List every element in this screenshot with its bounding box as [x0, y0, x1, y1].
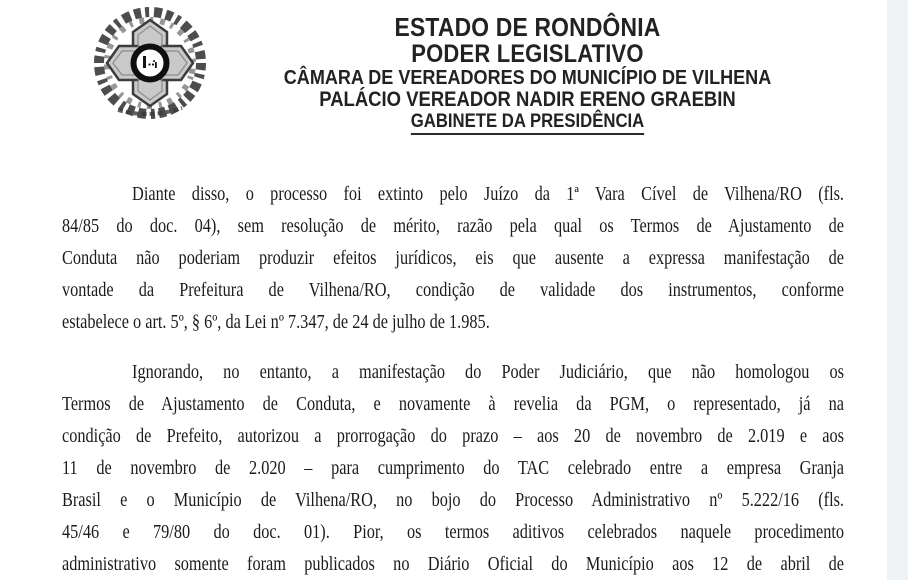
text-line: 45/46 e 79/80 do doc. 01). Pior, os termos aditivos celebrados naquele procedimento	[62, 521, 845, 543]
document-body	[62, 178, 844, 580]
text-line: 11 de novembro de 2.020 – para cumprimento do TAC celebrado entre a empresa Granja	[62, 457, 845, 479]
office-name-line	[275, 110, 781, 133]
text-line: Diante disso, o processo foi extinto pelo Juízo da 1ª Vara Cível de Vilhena/RO (fls.	[132, 183, 845, 205]
text-line: vontade da Prefeitura de Vilhena/RO, condição de validade dos instrumentos, conforme	[62, 279, 845, 301]
center-glyph-dot	[148, 63, 150, 65]
text-line: 84/85 do doc. 04), sem resolução de mérito, razão pela qual os Termos de Ajustamento de	[62, 215, 845, 237]
paragraph-2	[62, 356, 844, 580]
center-glyph-dot	[152, 63, 154, 65]
text-line: condição de Prefeito, autorizou a prorrogação do prazo – aos 20 de novembro de 2.019 e aos	[62, 425, 845, 447]
branch-name: PODER LEGISLATIVO	[411, 40, 644, 68]
text-line: Brasil e o Município de Vilhena/RO, no bojo do Processo Administrativo nº 5.222/16 (fls.	[62, 489, 845, 511]
coat-of-arms-icon	[90, 6, 214, 124]
coat-of-arms-svg	[90, 6, 214, 124]
text-line: Termos de Ajustamento de Conduta, e novamente à revelia da PGM, o representado, já na	[62, 393, 845, 415]
state-name: ESTADO DE RONDÔNIA	[394, 12, 661, 42]
center-ring	[134, 47, 167, 80]
chamber-name: CÂMARA DE VEREADORES DO MUNICÍPIO DE VILHENA	[283, 66, 772, 89]
text-line: administrativo somente foram publicados no Diário Oficial do Município aos 12 de abril de	[62, 553, 845, 575]
paragraph-1	[62, 178, 844, 338]
text-line: Ignorando, no entanto, a manifestação do Poder Judiciário, que não homologou os	[132, 361, 845, 383]
letterhead-text	[275, 14, 781, 133]
office-name: GABINETE DA PRESIDÊNCIA	[411, 111, 644, 135]
text-line: Conduta não poderiam produzir efeitos jurídicos, eis que ausente a expressa manifestação de	[62, 247, 845, 269]
letterhead	[0, 0, 908, 150]
text-line: estabelece o art. 5º, § 6º, da Lei nº 7.347, de 24 de julho de 1.985.	[62, 311, 490, 333]
palace-name: PALÁCIO VEREADOR NADIR ERENO GRAEBIN	[319, 88, 736, 111]
